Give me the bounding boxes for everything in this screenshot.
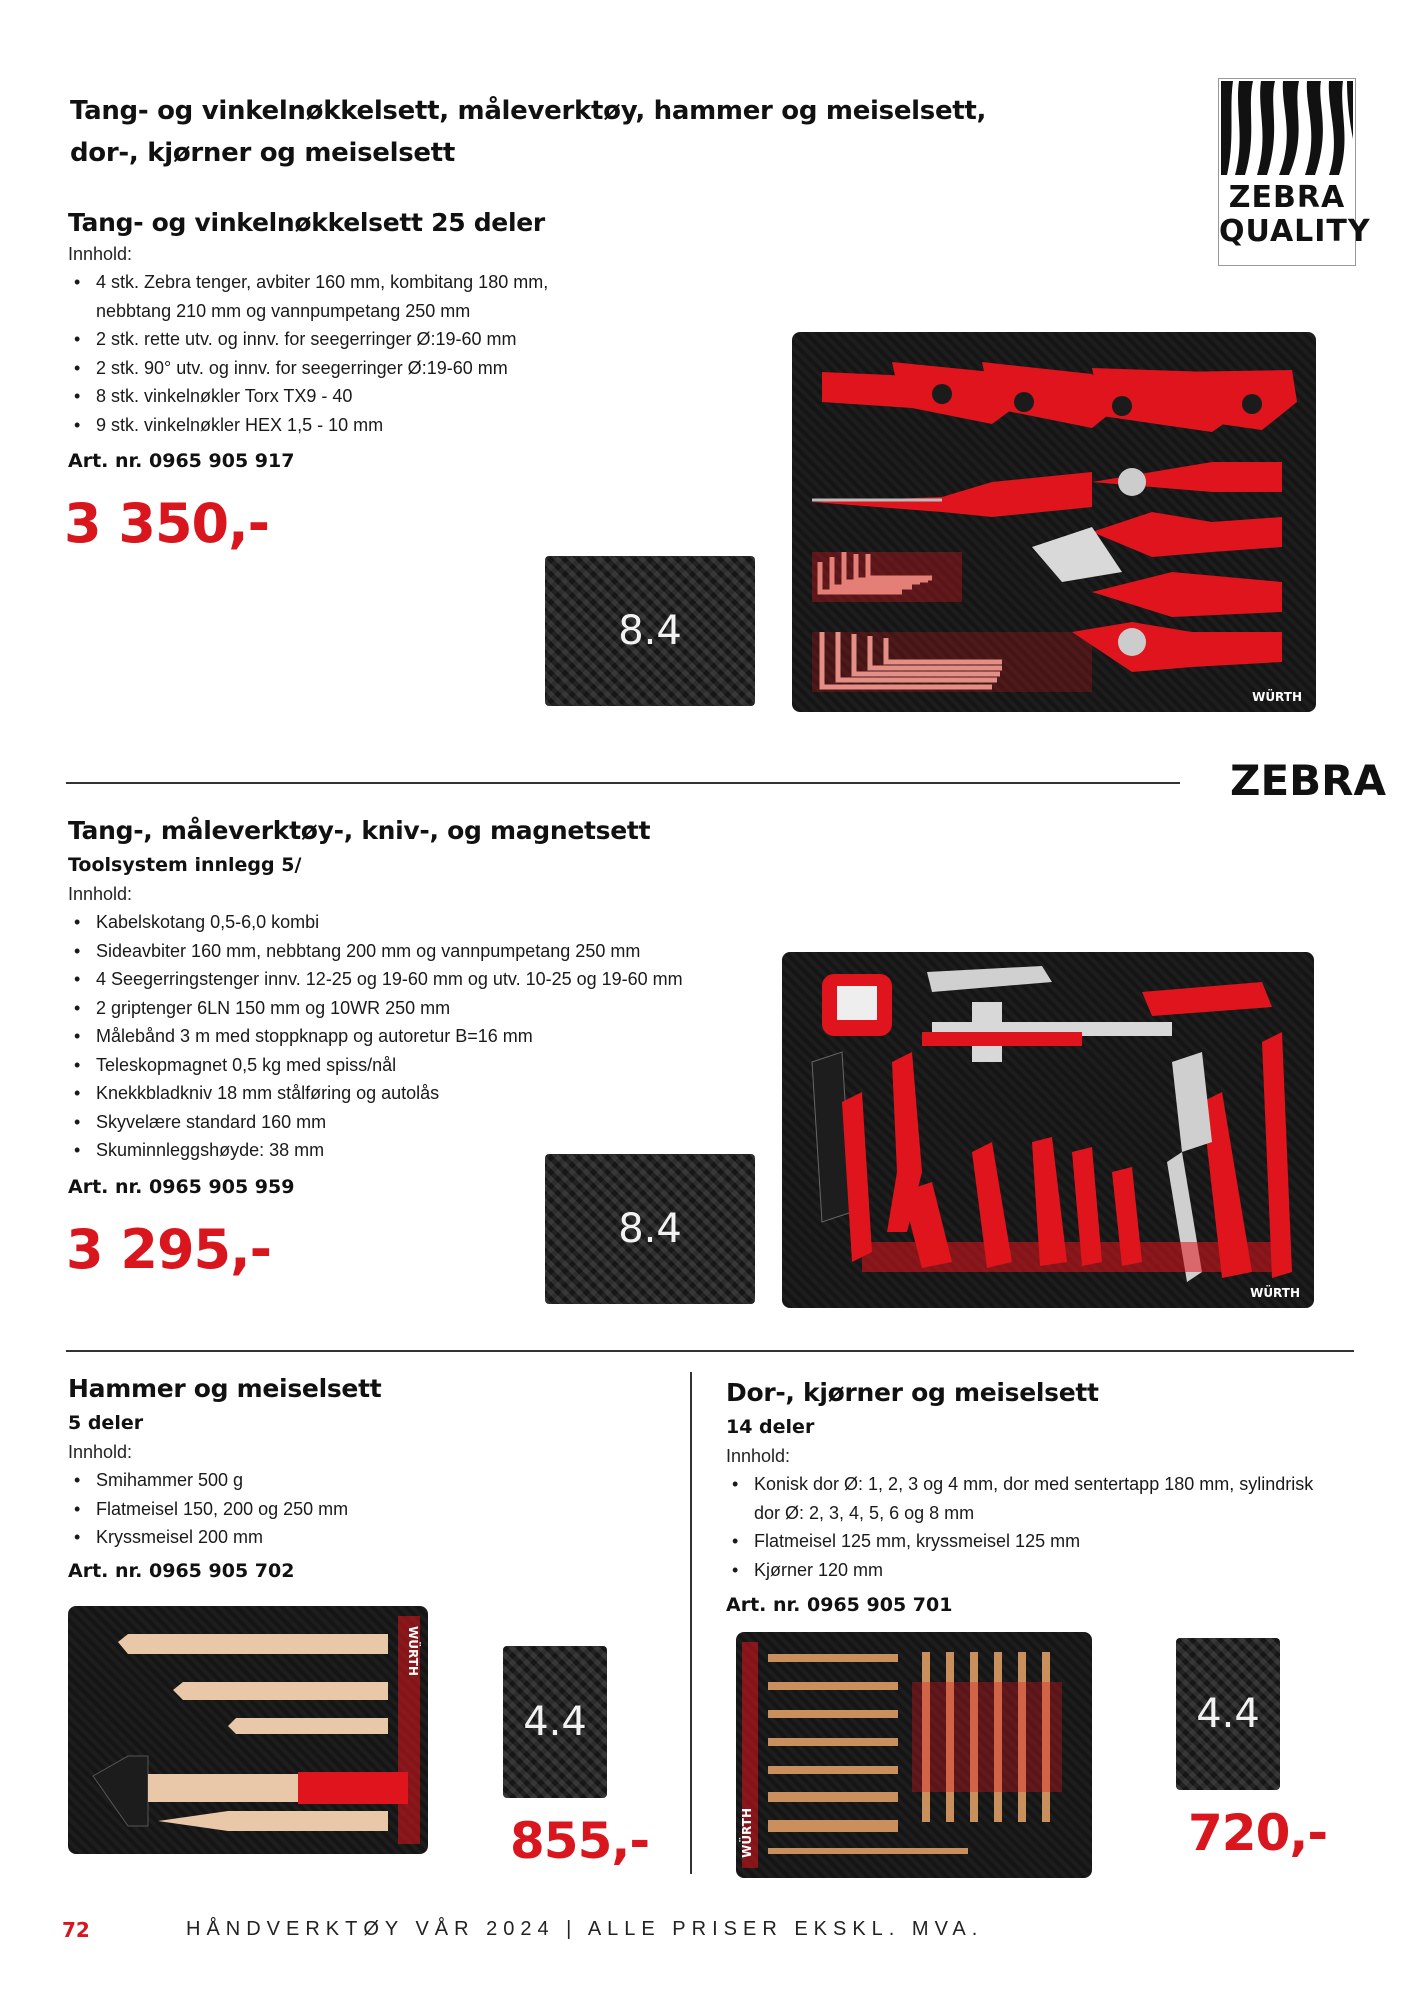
- list-item: • 9 stk. vinkelnøkler HEX 1,5 - 10 mm: [68, 411, 668, 440]
- tray-brand-label: WÜRTH: [740, 1808, 754, 1858]
- section4-title: Dor-, kjørner og meiselsett: [726, 1378, 1099, 1407]
- list-item: dor Ø: 2, 3, 4, 5, 6 og 8 mm: [754, 1502, 975, 1523]
- section4-subtitle: 14 deler: [726, 1416, 815, 1438]
- page-number: 72: [62, 1918, 90, 1942]
- list-item: • Skuminnleggshøyde: 38 mm: [68, 1136, 768, 1165]
- list-item: • Flatmeisel 125 mm, kryssmeisel 125 mm: [726, 1527, 1366, 1556]
- list-item: • 2 stk. 90° utv. og innv. for seegerringer Ø:19-60 mm: [68, 354, 668, 383]
- section3-subtitle: 5 deler: [68, 1412, 144, 1434]
- pliers-tray-icon: [792, 332, 1316, 712]
- section2-title: Tang-, måleverktøy-, kniv-, og magnetsett: [68, 816, 651, 845]
- section2-intro: Innhold:: [68, 884, 133, 904]
- list-item: • Kryssmeisel 200 mm: [68, 1523, 628, 1552]
- section2-subtitle: Toolsystem innlegg 5/: [68, 854, 302, 876]
- page-title-line-2: dor-, kjørner og meiselsett: [70, 138, 455, 168]
- section1-product-image: [792, 332, 1316, 712]
- badge-value: 8.4: [618, 1206, 682, 1252]
- section1-article-number: Art. nr. 0965 905 917: [68, 450, 295, 472]
- list-item: • Målebånd 3 m med stoppknapp og autoretur B=16 mm: [68, 1022, 768, 1051]
- list-item: • Sideavbiter 160 mm, nebbtang 200 mm og vannpumpetang 250 mm: [68, 937, 768, 966]
- section4-article-number: Art. nr. 0965 905 701: [726, 1594, 953, 1616]
- tools-tray-icon: [782, 952, 1314, 1308]
- section3-badge: [503, 1646, 607, 1798]
- list-item: nebbtang 210 mm og vannpumpetang 250 mm: [96, 300, 471, 321]
- list-item: • Knekkbladkniv 18 mm stålføring og autolås: [68, 1079, 768, 1108]
- footer-text: HÅNDVERKTØY VÅR 2024 | ALLE PRISER EKSKL. MVA.: [186, 1918, 984, 1940]
- section1-title: Tang- og vinkelnøkkelsett 25 deler: [68, 208, 545, 237]
- section2-product-image: [782, 952, 1314, 1308]
- logo-text-zebra: ZEBRA: [1228, 180, 1346, 215]
- list-item: • 2 stk. rette utv. og innv. for seegerringer Ø:19-60 mm: [68, 325, 668, 354]
- section3-article-number: Art. nr. 0965 905 702: [68, 1560, 295, 1582]
- badge-value: 8.4: [618, 608, 682, 654]
- tray-brand-label: WÜRTH: [406, 1626, 420, 1676]
- section3-list: [68, 1466, 628, 1552]
- zebra-quality-logo: [1218, 78, 1371, 266]
- list-item: • Teleskopmagnet 0,5 kg med spiss/nål: [68, 1051, 768, 1080]
- list-item: • Kabelskotang 0,5-6,0 kombi: [68, 908, 768, 937]
- zebra-stripes-icon: [1219, 79, 1353, 177]
- list-item: • 4 stk. Zebra tenger, avbiter 160 mm, kombitang 180 mm,: [68, 268, 668, 297]
- zebra-logo: ZEBRA: [1230, 756, 1387, 805]
- divider: [66, 782, 1180, 784]
- list-item: • Smihammer 500 g: [68, 1466, 628, 1495]
- section3-price: 855,-: [510, 1812, 650, 1870]
- logo-text-quality: QUALITY: [1219, 214, 1371, 249]
- badge-value: 4.4: [1196, 1691, 1260, 1737]
- list-item: • Skyvelære standard 160 mm: [68, 1108, 768, 1137]
- section4-price: 720,-: [1188, 1804, 1328, 1862]
- section4-badge: [1176, 1638, 1280, 1790]
- page-title: [70, 90, 1150, 174]
- page-title-line-1: Tang- og vinkelnøkkelsett, måleverktøy, hammer og meiselsett,: [70, 96, 987, 126]
- list-item: • 8 stk. vinkelnøkler Torx TX9 - 40: [68, 382, 668, 411]
- section1-intro: Innhold:: [68, 244, 133, 264]
- list-item: • Flatmeisel 150, 200 og 250 mm: [68, 1495, 628, 1524]
- section1-price: 3 350,-: [64, 492, 270, 555]
- section4-product-image: [736, 1632, 1092, 1878]
- section3-title: Hammer og meiselsett: [68, 1374, 382, 1403]
- divider: [66, 1350, 1354, 1352]
- section4-list: [726, 1470, 1366, 1584]
- section3-product-image: [68, 1606, 428, 1854]
- section3-intro: Innhold:: [68, 1442, 133, 1462]
- punch-tray-icon: [736, 1632, 1092, 1878]
- list-item: • 2 griptenger 6LN 150 mm og 10WR 250 mm: [68, 994, 768, 1023]
- tray-brand-label: WÜRTH: [1250, 1286, 1300, 1300]
- section4-intro: Innhold:: [726, 1446, 791, 1466]
- tray-brand-label: WÜRTH: [1252, 690, 1302, 704]
- section2-list: [68, 908, 768, 1165]
- section1-badge: [545, 556, 755, 706]
- list-item: • Konisk dor Ø: 1, 2, 3 og 4 mm, dor med sentertapp 180 mm, sylindrisk: [726, 1470, 1366, 1499]
- section2-badge: [545, 1154, 755, 1304]
- column-divider: [690, 1372, 692, 1874]
- section2-article-number: Art. nr. 0965 905 959: [68, 1176, 295, 1198]
- list-item: • Kjørner 120 mm: [726, 1556, 1366, 1585]
- chisel-tray-icon: [68, 1606, 428, 1854]
- badge-value: 4.4: [523, 1699, 587, 1745]
- section2-price: 3 295,-: [66, 1218, 272, 1281]
- section1-list: [68, 268, 668, 439]
- list-item: • 4 Seegerringstenger innv. 12-25 og 19-60 mm og utv. 10-25 og 19-60 mm: [68, 965, 768, 994]
